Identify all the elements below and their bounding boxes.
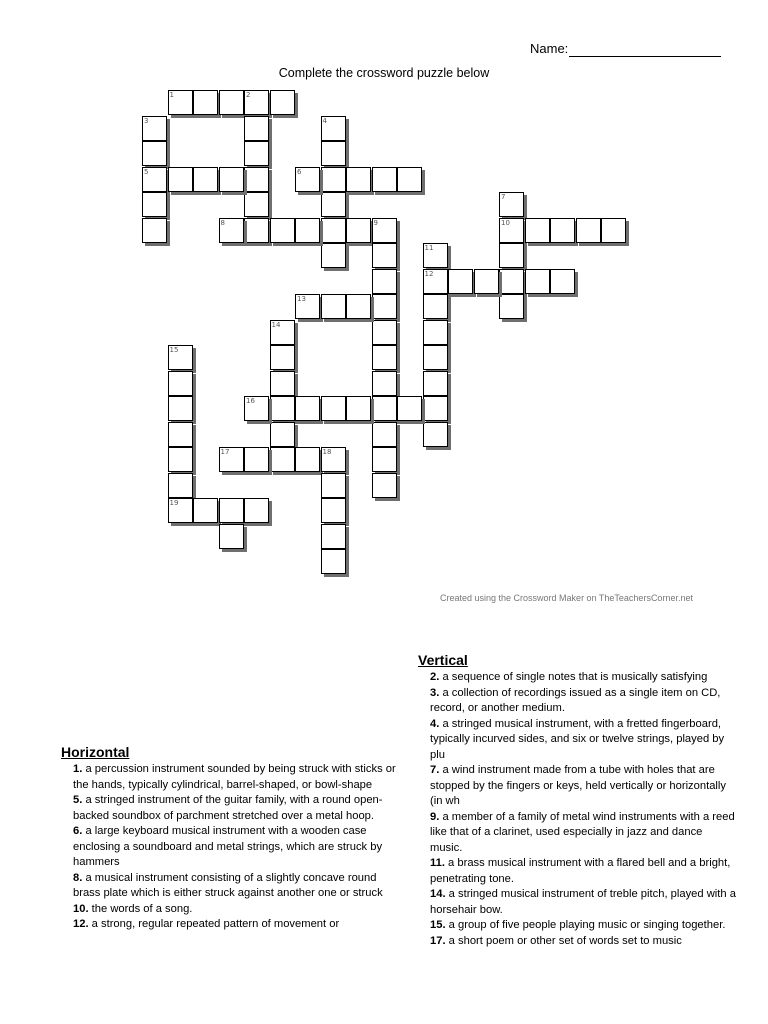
crossword-cell[interactable] — [295, 167, 320, 192]
crossword-cell[interactable] — [423, 422, 448, 447]
crossword-cell[interactable] — [346, 294, 371, 319]
clue-number: 10. — [73, 902, 89, 915]
crossword-cell[interactable] — [244, 141, 269, 166]
crossword-cell[interactable] — [168, 473, 193, 498]
crossword-cell[interactable] — [168, 422, 193, 447]
crossword-cell[interactable] — [525, 269, 550, 294]
crossword-cell[interactable] — [474, 269, 499, 294]
crossword-cell[interactable] — [321, 141, 346, 166]
crossword-cell[interactable] — [397, 396, 422, 421]
crossword-cell[interactable] — [321, 167, 346, 192]
clue-item — [61, 902, 401, 918]
cell-number: 19 — [169, 499, 179, 507]
cell-number: 9 — [373, 218, 378, 227]
crossword-cell[interactable] — [321, 218, 346, 243]
clue-text: a collection of recordings issued as a single item on CD, record, or another medium. — [430, 686, 721, 714]
crossword-cell[interactable] — [168, 90, 193, 115]
clue-item — [418, 918, 736, 934]
cell-number: 13 — [297, 295, 306, 303]
crossword-cell[interactable] — [244, 447, 269, 472]
crossword-cell[interactable] — [423, 320, 448, 345]
horizontal-heading: Horizontal — [61, 744, 130, 760]
clue-number: 6. — [73, 825, 83, 837]
crossword-cell[interactable] — [168, 371, 193, 396]
crossword-cell[interactable] — [372, 167, 397, 192]
crossword-cell[interactable] — [219, 218, 244, 243]
clue-number: 17. — [430, 934, 446, 947]
clue-text: a musical instrument consisting of a slightly concave round brass plate which is either struck against another one or struck — [73, 871, 383, 899]
clue-item — [418, 856, 736, 887]
clue-item — [418, 717, 736, 764]
crossword-cell[interactable] — [321, 549, 346, 574]
crossword-cell[interactable] — [372, 345, 397, 370]
cell-number: 4 — [322, 116, 327, 125]
clue-number: 8. — [73, 871, 83, 884]
crossword-cell[interactable] — [423, 396, 448, 421]
crossword-cell[interactable] — [601, 218, 626, 243]
crossword-cell[interactable] — [270, 422, 295, 447]
crossword-cell[interactable] — [423, 269, 448, 294]
crossword-cell[interactable] — [346, 396, 371, 421]
cell-number: 18 — [322, 448, 332, 456]
clue-item — [418, 934, 736, 950]
crossword-cell[interactable] — [346, 218, 371, 243]
crossword-cell[interactable] — [219, 524, 244, 549]
crossword-cell[interactable] — [244, 90, 269, 115]
crossword-cell[interactable] — [499, 192, 524, 217]
crossword-cell[interactable] — [372, 218, 397, 243]
crossword-cell[interactable] — [295, 294, 320, 319]
crossword-cell[interactable] — [168, 447, 193, 472]
credit-text: Created using the Crossword Maker on TheTeachersCorner.net — [440, 593, 693, 603]
crossword-cell[interactable] — [295, 396, 320, 421]
crossword-cell[interactable] — [372, 294, 397, 319]
clue-number: 2. — [430, 671, 440, 683]
crossword-cell[interactable] — [142, 167, 167, 192]
cell-number: 10 — [501, 218, 510, 227]
crossword-cell[interactable] — [193, 498, 218, 523]
cell-number: 6 — [297, 167, 302, 176]
crossword-cell[interactable] — [321, 396, 346, 421]
crossword-cell[interactable] — [168, 167, 193, 192]
cell-number: 2 — [246, 91, 251, 99]
vertical-clues — [418, 651, 736, 949]
crossword-cell[interactable] — [423, 371, 448, 396]
crossword-cell[interactable] — [244, 396, 269, 421]
crossword-cell[interactable] — [193, 90, 218, 115]
crossword-cell[interactable] — [321, 294, 346, 319]
crossword-cell[interactable] — [270, 320, 295, 345]
crossword-cell[interactable] — [321, 243, 346, 268]
clue-number: 7. — [430, 764, 440, 776]
crossword-cell[interactable] — [244, 192, 269, 217]
crossword-cell[interactable] — [372, 320, 397, 345]
crossword-cell[interactable] — [372, 422, 397, 447]
crossword-cell[interactable] — [193, 167, 218, 192]
clue-number: 4. — [430, 717, 440, 730]
cell-number: 7 — [501, 193, 506, 201]
crossword-cell[interactable] — [219, 90, 244, 115]
crossword-cell[interactable] — [499, 218, 524, 243]
clue-text: a strong, regular repeated pattern of movement or — [88, 918, 340, 930]
clue-text: a brass musical instrument with a flared bell and a bright, penetrating tone. — [430, 857, 731, 885]
clue-number: 14. — [430, 888, 446, 900]
vertical-heading: Vertical — [418, 652, 468, 668]
crossword-cell[interactable] — [142, 116, 167, 141]
cell-number: 11 — [424, 244, 434, 252]
clue-number: 11. — [430, 857, 445, 869]
crossword-cell[interactable] — [295, 447, 320, 472]
crossword-cell[interactable] — [321, 192, 346, 217]
clue-number: 1. — [73, 763, 83, 775]
crossword-cell[interactable] — [219, 498, 244, 523]
crossword-cell[interactable] — [372, 396, 397, 421]
crossword-cell[interactable] — [499, 294, 524, 319]
clue-number: 15. — [430, 919, 446, 931]
crossword-cell[interactable] — [168, 396, 193, 421]
clue-number: 3. — [430, 686, 440, 699]
crossword-cell[interactable] — [448, 269, 473, 294]
crossword-cell[interactable] — [321, 447, 346, 472]
crossword-cell[interactable] — [372, 473, 397, 498]
crossword-cell[interactable] — [423, 345, 448, 370]
cell-number: 3 — [144, 116, 149, 125]
clue-item — [61, 871, 401, 902]
clue-item — [418, 810, 736, 857]
clue-text: a wind instrument made from a tube with holes that are stopped by the fingers or keys, held vertically or horizontally (in wh — [430, 764, 726, 807]
cell-number: 17 — [220, 448, 230, 456]
crossword-cell[interactable] — [423, 294, 448, 319]
cell-number: 16 — [246, 397, 255, 405]
clue-number: 12. — [73, 918, 89, 930]
instructions: Complete the crossword puzzle below — [278, 66, 490, 80]
crossword-cell[interactable] — [423, 243, 448, 268]
crossword-cell[interactable] — [244, 498, 269, 523]
crossword-cell[interactable] — [372, 447, 397, 472]
crossword-cell[interactable] — [219, 447, 244, 472]
crossword-cell[interactable] — [142, 218, 167, 243]
clue-text: the words of a song. — [88, 902, 193, 915]
clue-number: 9. — [430, 810, 440, 823]
crossword-cell[interactable] — [295, 218, 320, 243]
clue-text: a group of five people playing music or singing together. — [445, 919, 726, 931]
crossword-cell[interactable] — [525, 218, 550, 243]
clue-text: a stringed instrument of the guitar family, with a round open-backed soundbox of parchment stretched over a metal hoop. — [73, 794, 383, 822]
crossword-cell[interactable] — [270, 396, 295, 421]
crossword-cell[interactable] — [321, 498, 346, 523]
crossword-cell[interactable] — [142, 141, 167, 166]
crossword-cell[interactable] — [244, 116, 269, 141]
crossword-cell[interactable] — [244, 218, 269, 243]
crossword-cell[interactable] — [270, 345, 295, 370]
crossword-cell[interactable] — [576, 218, 601, 243]
cell-number: 5 — [144, 167, 149, 176]
crossword-cell[interactable] — [270, 371, 295, 396]
clue-text: a member of a family of metal wind instruments with a reed like that of a clarinet, used especially in jazz and dance music. — [430, 810, 735, 854]
clue-item — [418, 686, 736, 717]
horizontal-clue-list — [61, 762, 401, 933]
crossword-cell[interactable] — [397, 167, 422, 192]
vertical-clue-list — [418, 670, 736, 949]
crossword-cell[interactable] — [499, 269, 524, 294]
clue-text: a stringed musical instrument of treble pitch, played with a horsehair bow. — [430, 888, 736, 916]
clue-text: a short poem or other set of words set to music — [445, 934, 682, 947]
crossword-cell[interactable] — [372, 269, 397, 294]
clue-item — [61, 824, 401, 871]
clue-text: a sequence of single notes that is musically satisfying — [439, 671, 708, 683]
clue-number: 5. — [73, 794, 83, 806]
crossword-cell[interactable] — [499, 243, 524, 268]
crossword-cell[interactable] — [142, 192, 167, 217]
cell-number: 12 — [424, 269, 434, 278]
cell-number: 14 — [271, 320, 281, 329]
cell-number: 15 — [169, 346, 179, 354]
crossword-cell[interactable] — [321, 116, 346, 141]
clue-item — [418, 670, 736, 686]
crossword-cell[interactable] — [244, 167, 269, 192]
clue-text: a large keyboard musical instrument with a wooden case enclosing a soundboard and metal strings, which are struck by hammers — [73, 825, 383, 868]
name-label: Name: — [530, 41, 569, 56]
clue-item — [61, 793, 401, 824]
crossword-cell[interactable] — [219, 167, 244, 192]
crossword-cell[interactable] — [270, 90, 295, 115]
crossword-cell[interactable] — [550, 269, 575, 294]
crossword-cell[interactable] — [168, 498, 193, 523]
crossword-cell[interactable] — [550, 218, 575, 243]
crossword-cell[interactable] — [346, 167, 371, 192]
crossword-cell[interactable] — [321, 473, 346, 498]
cell-number: 8 — [220, 218, 225, 227]
crossword-cell[interactable] — [372, 243, 397, 268]
crossword-cell[interactable] — [270, 218, 295, 243]
cell-number: 1 — [169, 91, 174, 99]
clue-item — [61, 917, 401, 933]
clue-text: a stringed musical instrument, with a fretted fingerboard, typically incurved sides, and six or twelve strings, played by plu — [430, 717, 725, 761]
horizontal-clues — [61, 743, 401, 933]
clue-item — [61, 762, 401, 793]
clue-item — [418, 887, 736, 918]
crossword-cell[interactable] — [372, 371, 397, 396]
crossword-cell[interactable] — [321, 524, 346, 549]
clue-text: a percussion instrument sounded by being struck with sticks or the hands, typically cylindrical, barrel-shaped, or bowl-shape — [73, 763, 396, 791]
clue-item — [418, 763, 736, 810]
crossword-cell[interactable] — [168, 345, 193, 370]
crossword-cell[interactable] — [270, 447, 295, 472]
